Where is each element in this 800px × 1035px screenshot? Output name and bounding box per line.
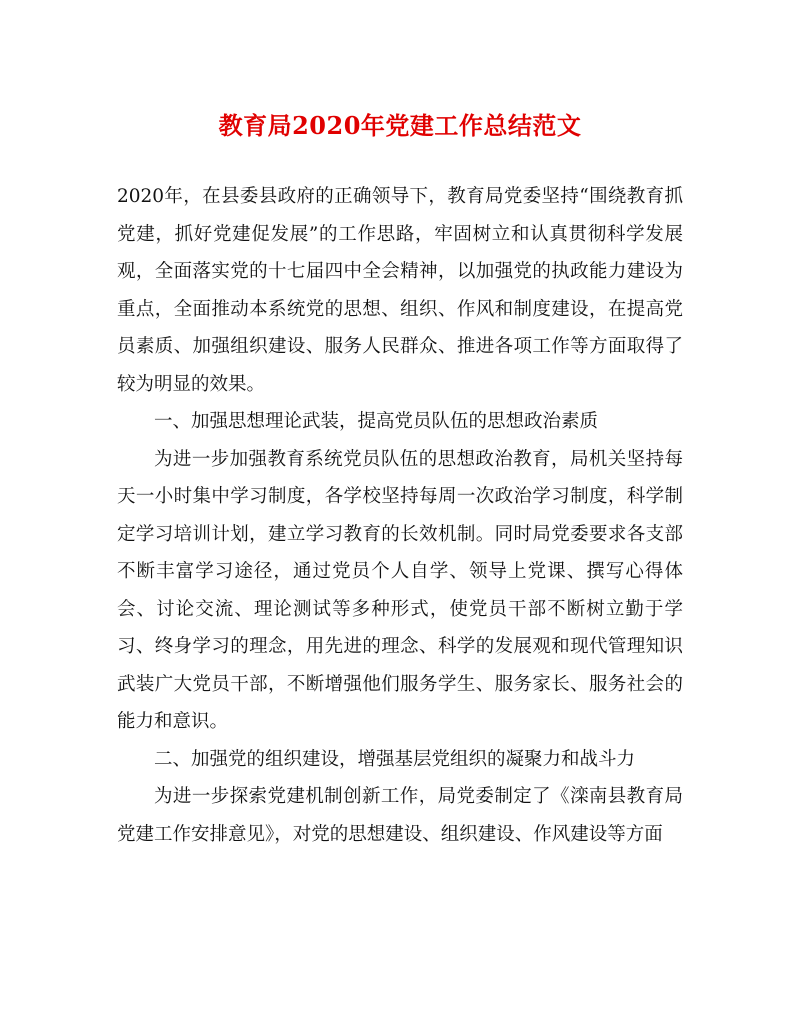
section-heading-1: 一、加强思想理论武装，提高党员队伍的思想政治素质	[154, 411, 599, 432]
document-body	[117, 178, 683, 853]
section-heading-2: 二、加强党的组织建设，增强基层党组织的凝聚力和战斗力	[154, 748, 636, 770]
section-2-paragraph: 为进一步探索党建机制创新工作，局党委制定了《滦南县教育局党建工作安排意见》，对党的思想建设、组织建设、作风建设等方面	[117, 786, 683, 845]
intro-paragraph: 2020年，在县委县政府的正确领导下，教育局党委坚持“围绕教育抓党建，抓好党建促发展”的工作思路，牢固树立和认真贯彻科学发展观，全面落实党的十七届四中全会精神，以加强党的执政能力建设为重点，全面推动本系统党的思想、组织、作风和制度建设，在提高党员素质、加强组织建设、服务人民群众、推进各项工作等方面取得了较为明显的效果。	[117, 186, 683, 395]
document-title: 教育局2020年党建工作总结范文	[218, 111, 582, 140]
section-1-paragraph: 为进一步加强教育系统党员队伍的思想政治教育，局机关坚持每天一小时集中学习制度，各学校坚持每周一次政治学习制度，科学制定学习培训计划，建立学习教育的长效机制。同时局党委要求各支部不断丰富学习途径，通过党员个人自学、领导上党课、撰写心得体会、讨论交流、理论测试等多种形式，使党员干部不断树立勤于学习、终身学习的理念，用先进的理念、科学的发展观和现代管理知识武装广大党员干部，不断增强他们服务学生、服务家长、服务社会的能力和意识。	[117, 448, 683, 732]
